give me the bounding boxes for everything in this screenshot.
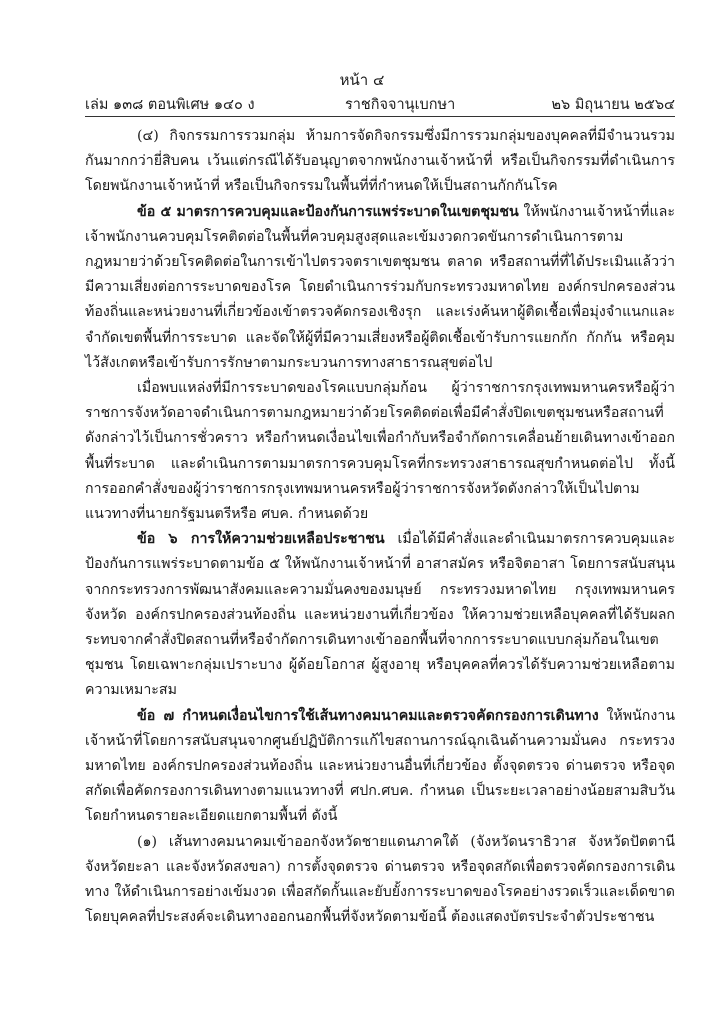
paragraph-text: ให้พนักงานเจ้าหน้าที่โดยการสนับสนุนจากศูนย์ปฏิบัติการแก้ไขสถานการณ์ฉุกเฉินด้านความมั่นคง กระทรวงมหาดไทย องค์กรปกครองส่วนท้องถิ่น และหน่วยงานอื่นที่เกี่ยวข้อง ตั้งจุดตรวจ ด่านตรวจ หรือจุดสกัดเพื่อคัดกรองการเดินทางตามแนวทางที่ ศปก.ศบค. กำหนด เป็นระยะเวลาอย่างน้อยสามสิบวันโดยกำหนดรายละเอียดแยกตามพื้นที่ ดังนี้	[85, 707, 675, 825]
paragraph	[85, 200, 675, 376]
page-header	[85, 95, 675, 115]
paragraph-text: (๔) กิจกรรมการรวมกลุ่ม ห้ามการจัดกิจกรรมซึ่งมีการรวมกลุ่มของบุคคลที่มีจำนวนรวมกันมากกว่ายี่สิบคน เว้นแต่กรณีได้รับอนุญาตจากพนักงานเจ้าหน้าที่ หรือเป็นกิจกรรมที่ดำเนินการโดยพนักงานเจ้าหน้าที่ หรือเป็นกิจกรรมในพื้นที่ที่กำหนดให้เป็นสถานกักกันโรค	[85, 128, 675, 195]
page-number: หน้า ๔	[339, 71, 385, 89]
paragraph-text: เมื่อได้มีคำสั่งและดำเนินมาตรการควบคุมและป้องกันการแพร่ระบาดตามข้อ ๕ ให้พนักงานเจ้าหน้าที่ อาสาสมัคร หรือจิตอาสา โดยการสนับสนุนจากกระทรวงการพัฒนาสังคมและความมั่นคงของมนุษย์ กระทรวงมหาดไทย กรุงเทพมหานคร จังหวัด องค์กรปกครองส่วนท้องถิ่น และหน่วยงานที่เกี่ยวข้อง ให้ความช่วยเหลือบุคคลที่ได้รับผลกระทบจากคำสั่งปิดสถานที่หรือจำกัดการเดินทางเข้าออกพื้นที่จากการระบาดแบบกลุ่มก้อนในเขตชุมชน โดยเฉพาะกลุ่มเปราะบาง ผู้ด้อยโอกาส ผู้สูงอายุ หรือบุคคลที่ควรได้รับความช่วยเหลือตามความเหมาะสม	[85, 531, 675, 699]
paragraph	[85, 527, 675, 703]
paragraph	[85, 376, 675, 527]
volume-issue: เล่ม ๑๓๘ ตอนพิเศษ ๑๔๐ ง	[85, 97, 255, 113]
publication-name: ราชกิจจานุเบกษา	[345, 97, 456, 113]
paragraph-text: ให้พนักงานเจ้าหน้าที่และเจ้าพนักงานควบคุมโรคติดต่อในพื้นที่ควบคุมสูงสุดและเข้มงวดกวดขันการดำเนินการตามกฎหมายว่าด้วยโรคติดต่อในการเข้าไปตรวจตราเขตชุมชน ตลาด หรือสถานที่ที่ได้ประเมินแล้วว่ามีความเสี่ยงต่อการระบาดของโรค โดยดำเนินการร่วมกับกระทรวงมหาดไทย องค์กรปกครองส่วนท้องถิ่นและหน่วยงานที่เกี่ยวข้องเข้าตรวจคัดกรองเชิงรุก และเร่งค้นหาผู้ติดเชื้อเพื่อมุ่งจำแนกและจำกัดเขตพื้นที่การระบาด และจัดให้ผู้ที่มีความเสี่ยงหรือผู้ติดเชื้อเข้ารับการแยกกัก กักกัน หรือคุมไว้สังเกตหรือเข้ารับการรักษาตามกระบวนการทางสาธารณสุขต่อไป	[85, 203, 675, 371]
header-divider	[85, 116, 675, 117]
paragraph-heading: ข้อ ๖ การให้ความช่วยเหลือประชาชน	[137, 531, 385, 548]
paragraph-heading: ข้อ ๕ มาตรการควบคุมและป้องกันการแพร่ระบาดในเขตชุมชน	[137, 203, 519, 220]
paragraph	[85, 830, 675, 931]
paragraph	[85, 704, 675, 830]
paragraph	[85, 124, 675, 200]
paragraph-text: (๑) เส้นทางคมนาคมเข้าออกจังหวัดชายแดนภาคใต้ (จังหวัดนราธิวาส จังหวัดปัตตานี จังหวัดยะลา และจังหวัดสงขลา) การตั้งจุดตรวจ ด่านตรวจ หรือจุดสกัดเพื่อตรวจคัดกรองการเดินทาง ให้ดำเนินการอย่างเข้มงวด เพื่อสกัดกั้นและยับยั้งการระบาดของโรคอย่างรวดเร็วและเด็ดขาดโดยบุคคลที่ประสงค์จะเดินทางออกนอกพื้นที่จังหวัดตามข้อนี้ ต้องแสดงบัตรประจำตัวประชาชน	[85, 833, 675, 926]
publication-date: ๒๖ มิถุนายน ๒๕๖๔	[551, 97, 675, 113]
paragraph-text: เมื่อพบแหล่งที่มีการระบาดของโรคแบบกลุ่มก้อน ผู้ว่าราชการกรุงเทพมหานครหรือผู้ว่าราชการจังหวัดอาจดำเนินการตามกฎหมายว่าด้วยโรคติดต่อเพื่อมีคำสั่งปิดเขตชุมชนหรือสถานที่ดังกล่าวไว้เป็นการชั่วคราว หรือกำหนดเงื่อนไขเพื่อกำกับหรือจำกัดการเคลื่อนย้ายเดินทางเข้าออกพื้นที่ระบาด และดำเนินการตามมาตรการควบคุมโรคที่กระทรวงสาธารณสุขกำหนดต่อไป ทั้งนี้ การออกคำสั่งของผู้ว่าราชการกรุงเทพมหานครหรือผู้ว่าราชการจังหวัดดังกล่าวให้เป็นไปตามแนวทางที่นายกรัฐมนตรีหรือ ศบค. กำหนดด้วย	[85, 380, 675, 523]
paragraph-heading: ข้อ ๗ กำหนดเงื่อนไขการใช้เส้นทางคมนาคมและตรวจคัดกรองการเดินทาง	[137, 707, 599, 724]
document-body	[85, 124, 675, 931]
